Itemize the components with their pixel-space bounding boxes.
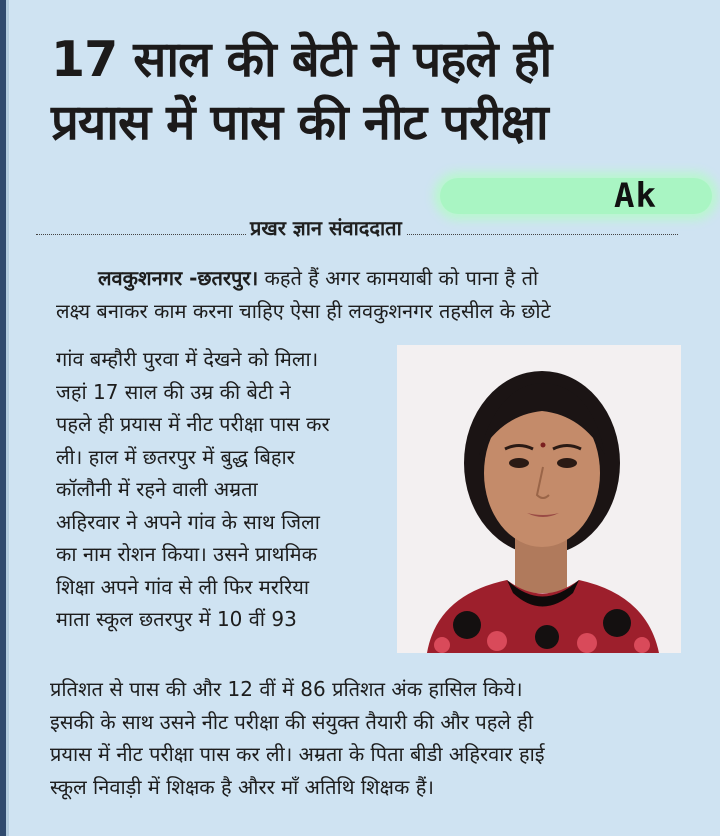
body-line-6: ली। हाल में छतरपुर में बुद्ध बिहार [56, 444, 295, 469]
body-line-11: माता स्कूल छतरपुर में 10 वीं 93 [56, 607, 297, 631]
body-line-5: पहले ही प्रयास में नीट परीक्षा पास कर [56, 412, 330, 436]
body-line-9: का नाम रोशन किया। उसने प्राथमिक [56, 542, 317, 566]
body-line-12: प्रतिशत से पास की और 12 वीं में 86 प्रतिशत अंक हासिल किये। [50, 677, 523, 701]
headline-line-2: प्रयास में पास की नीट परीक्षा [51, 94, 548, 151]
headline [51, 28, 691, 154]
body-line-14: प्रयास में नीट परीक्षा पास कर ली। अम्रता के पिता बीडी अहिरवार हाई [50, 742, 545, 766]
body-line-7: कॉलौनी में रहने वाली अम्रता [56, 477, 258, 501]
watermark-highlight [440, 178, 712, 214]
body-line-4: जहां 17 साल की उम्र की बेटी ने [56, 379, 291, 404]
dateline: लवकुशनगर -छतरपुर। [98, 266, 259, 290]
body-line-2: लक्ष्य बनाकर काम करना चाहिए ऐसा ही लवकुशनगर तहसील के छोटे [56, 298, 551, 323]
article-body-bottom [50, 673, 545, 803]
article-body-column [56, 343, 330, 636]
portrait-illustration [397, 345, 681, 653]
body-line-10: शिक्षा अपने गांव से ली फिर मररिया [56, 574, 310, 599]
headline-line-1: 17 साल की बेटी ने पहले ही [51, 31, 552, 88]
article-body-top [56, 262, 551, 327]
watermark-text: Ak [614, 176, 657, 216]
body-line-1 [56, 262, 551, 295]
byline: प्रखर ज्ञान संवाददाता [246, 214, 406, 241]
portrait-photo [397, 345, 681, 653]
body-line-3: गांव बम्हौरी पुरवा में देखने को मिला। [56, 347, 319, 371]
body-line-15: स्कूल निवाड़ी में शिक्षक है औरर माँ अतिथि शिक्षक हैं। [50, 774, 434, 799]
body-line-13: इसकी के साथ उसने नीट परीक्षा की संयुक्त तैयारी की और पहले ही [50, 709, 534, 734]
body-text-1: कहते हैं अगर कामयाबी को पाना है तो [264, 266, 539, 290]
body-line-8: अहिरवार ने अपने गांव के साथ जिला [56, 509, 320, 534]
